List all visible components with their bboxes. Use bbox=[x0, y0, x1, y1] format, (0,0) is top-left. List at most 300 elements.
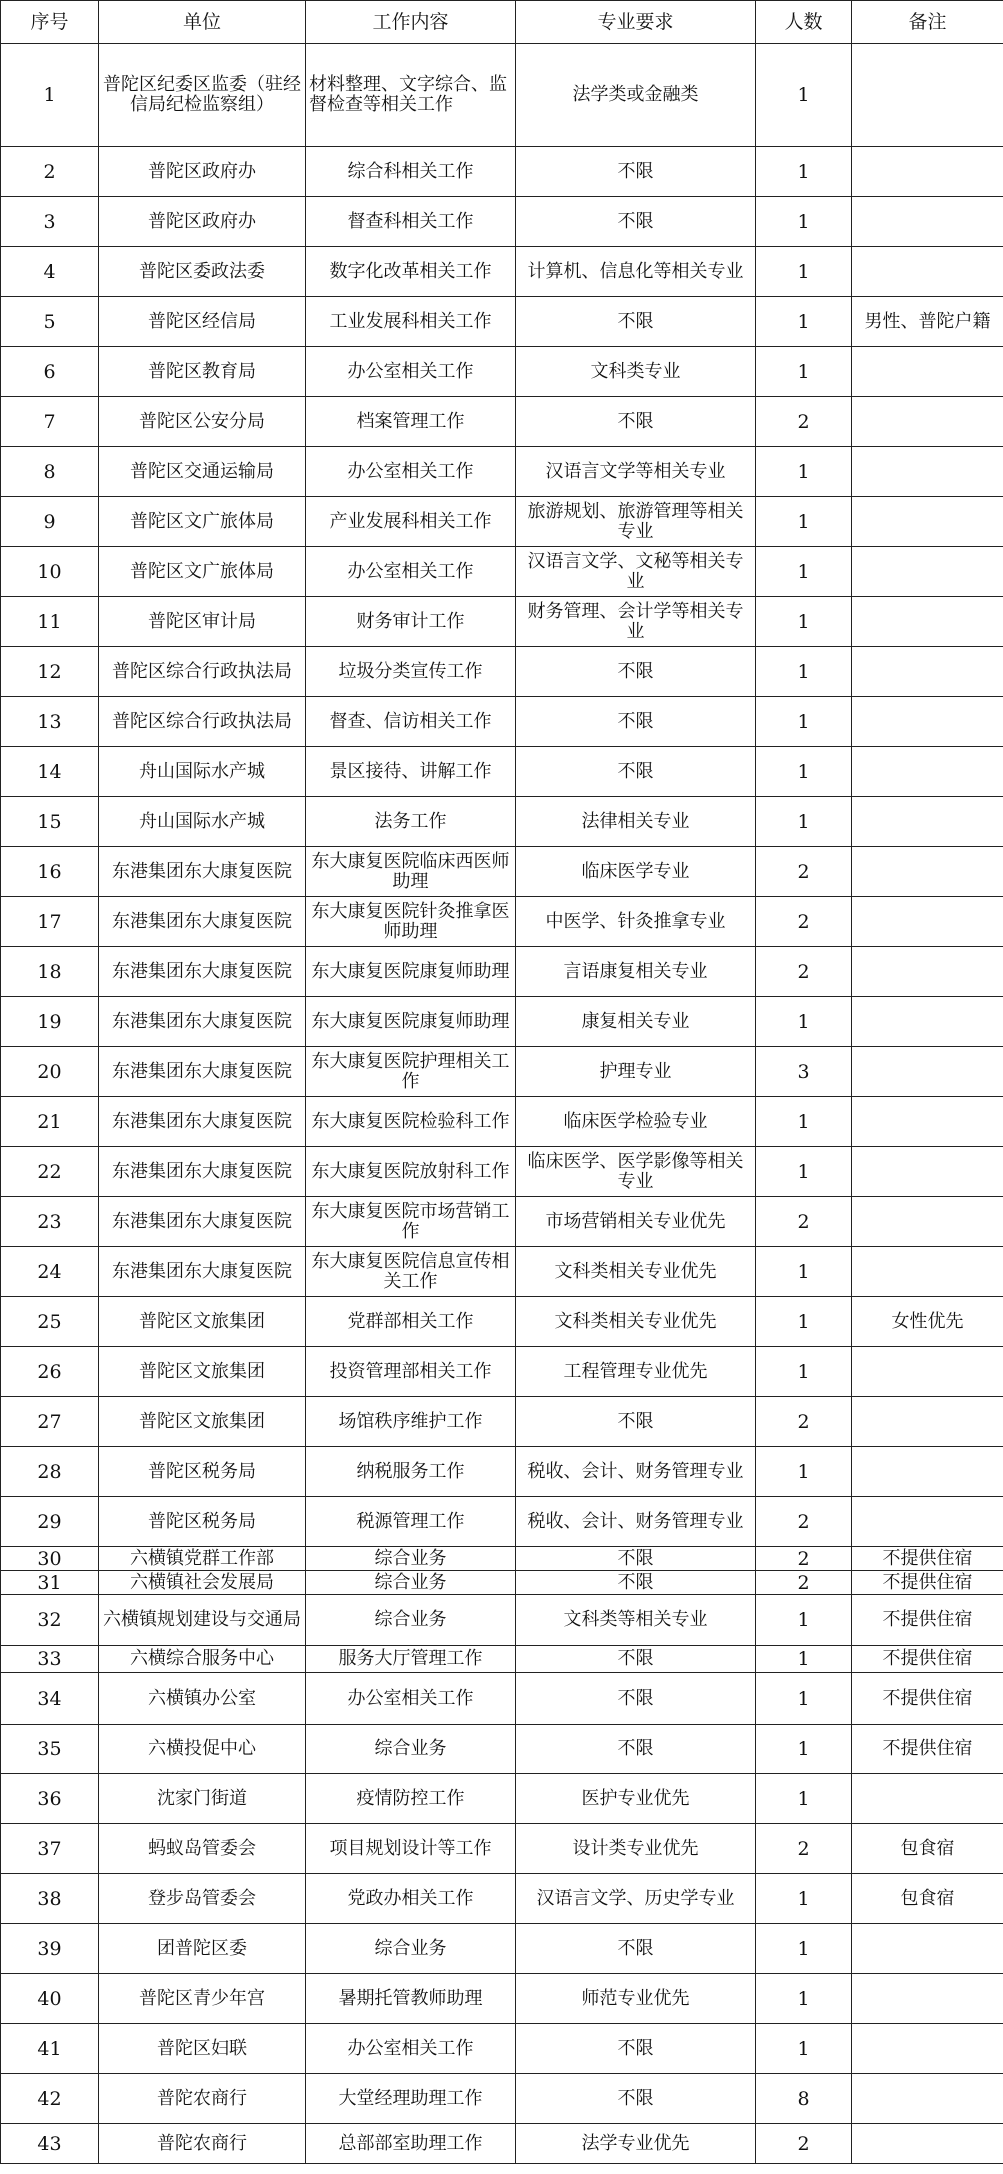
cell-unit: 普陀区经信局 bbox=[99, 297, 306, 347]
cell-no: 22 bbox=[1, 1147, 99, 1197]
cell-work: 办公室相关工作 bbox=[306, 547, 516, 597]
table-row bbox=[1, 1774, 1003, 1824]
table-row bbox=[1, 747, 1003, 797]
table-row bbox=[1, 1297, 1003, 1347]
cell-work: 东大康复医院检验科工作 bbox=[306, 1097, 516, 1147]
cell-work: 东大康复医院护理相关工作 bbox=[306, 1047, 516, 1097]
cell-work: 综合科相关工作 bbox=[306, 147, 516, 197]
cell-count: 1 bbox=[756, 1874, 852, 1924]
cell-unit: 普陀农商行 bbox=[99, 2124, 306, 2164]
cell-note bbox=[852, 2124, 1003, 2164]
cell-no: 25 bbox=[1, 1297, 99, 1347]
table-row bbox=[1, 1874, 1003, 1924]
cell-unit: 蚂蚁岛管委会 bbox=[99, 1824, 306, 1874]
cell-unit: 登步岛管委会 bbox=[99, 1874, 306, 1924]
table-row bbox=[1, 347, 1003, 397]
cell-no: 1 bbox=[1, 44, 99, 147]
cell-note bbox=[852, 1247, 1003, 1297]
cell-work: 法务工作 bbox=[306, 797, 516, 847]
cell-count: 1 bbox=[756, 1247, 852, 1297]
cell-unit: 普陀区文广旅体局 bbox=[99, 497, 306, 547]
cell-no: 20 bbox=[1, 1047, 99, 1097]
table-row bbox=[1, 1595, 1003, 1646]
cell-requirement: 文科类等相关专业 bbox=[516, 1595, 756, 1646]
cell-unit: 普陀农商行 bbox=[99, 2074, 306, 2124]
cell-work: 垃圾分类宣传工作 bbox=[306, 647, 516, 697]
cell-work: 办公室相关工作 bbox=[306, 447, 516, 497]
cell-note bbox=[852, 1447, 1003, 1497]
cell-note bbox=[852, 997, 1003, 1047]
cell-requirement: 不限 bbox=[516, 147, 756, 197]
cell-requirement: 文科类相关专业优先 bbox=[516, 1247, 756, 1297]
cell-note bbox=[852, 1097, 1003, 1147]
cell-count: 1 bbox=[756, 1447, 852, 1497]
cell-note bbox=[852, 1197, 1003, 1247]
cell-work: 数字化改革相关工作 bbox=[306, 247, 516, 297]
cell-no: 19 bbox=[1, 997, 99, 1047]
cell-unit: 六横镇办公室 bbox=[99, 1673, 306, 1725]
cell-requirement: 税收、会计、财务管理专业 bbox=[516, 1497, 756, 1547]
cell-unit: 普陀区教育局 bbox=[99, 347, 306, 397]
cell-count: 1 bbox=[756, 1974, 852, 2024]
cell-count: 2 bbox=[756, 2124, 852, 2164]
cell-unit: 东港集团东大康复医院 bbox=[99, 1147, 306, 1197]
cell-note bbox=[852, 197, 1003, 247]
cell-count: 2 bbox=[756, 947, 852, 997]
cell-work: 场馆秩序维护工作 bbox=[306, 1397, 516, 1447]
cell-work: 税源管理工作 bbox=[306, 1497, 516, 1547]
cell-unit: 沈家门街道 bbox=[99, 1774, 306, 1824]
cell-no: 11 bbox=[1, 597, 99, 647]
cell-count: 2 bbox=[756, 1547, 852, 1571]
cell-unit: 东港集团东大康复医院 bbox=[99, 897, 306, 947]
header-count: 人数 bbox=[756, 1, 852, 44]
table-row bbox=[1, 697, 1003, 747]
cell-unit: 普陀区文广旅体局 bbox=[99, 547, 306, 597]
cell-requirement: 汉语言文学、历史学专业 bbox=[516, 1874, 756, 1924]
cell-unit: 东港集团东大康复医院 bbox=[99, 1097, 306, 1147]
table-row bbox=[1, 1347, 1003, 1397]
cell-work: 大堂经理助理工作 bbox=[306, 2074, 516, 2124]
cell-requirement: 不限 bbox=[516, 1673, 756, 1725]
table-row bbox=[1, 1447, 1003, 1497]
cell-unit: 东港集团东大康复医院 bbox=[99, 1197, 306, 1247]
cell-unit: 普陀区税务局 bbox=[99, 1447, 306, 1497]
table-row bbox=[1, 247, 1003, 297]
cell-count: 1 bbox=[756, 547, 852, 597]
table-row bbox=[1, 1547, 1003, 1571]
cell-work: 纳税服务工作 bbox=[306, 1447, 516, 1497]
table-row bbox=[1, 1646, 1003, 1673]
cell-count: 1 bbox=[756, 2024, 852, 2074]
cell-no: 36 bbox=[1, 1774, 99, 1824]
cell-unit: 六横综合服务中心 bbox=[99, 1646, 306, 1673]
cell-count: 1 bbox=[756, 447, 852, 497]
cell-requirement: 汉语言文学等相关专业 bbox=[516, 447, 756, 497]
cell-requirement: 临床医学、医学影像等相关专业 bbox=[516, 1147, 756, 1197]
cell-requirement: 不限 bbox=[516, 1397, 756, 1447]
cell-requirement: 不限 bbox=[516, 697, 756, 747]
cell-no: 27 bbox=[1, 1397, 99, 1447]
cell-unit: 普陀区文旅集团 bbox=[99, 1297, 306, 1347]
table-row bbox=[1, 597, 1003, 647]
cell-no: 41 bbox=[1, 2024, 99, 2074]
cell-unit: 六横镇党群工作部 bbox=[99, 1547, 306, 1571]
cell-work: 东大康复医院市场营销工作 bbox=[306, 1197, 516, 1247]
cell-count: 1 bbox=[756, 1097, 852, 1147]
cell-no: 15 bbox=[1, 797, 99, 847]
cell-count: 1 bbox=[756, 297, 852, 347]
cell-no: 7 bbox=[1, 397, 99, 447]
cell-no: 9 bbox=[1, 497, 99, 547]
cell-note: 女性优先 bbox=[852, 1297, 1003, 1347]
table-row bbox=[1, 397, 1003, 447]
cell-count: 2 bbox=[756, 1824, 852, 1874]
cell-work: 综合业务 bbox=[306, 1725, 516, 1774]
table-row bbox=[1, 297, 1003, 347]
cell-no: 26 bbox=[1, 1347, 99, 1397]
cell-count: 1 bbox=[756, 1774, 852, 1824]
cell-requirement: 文科类专业 bbox=[516, 347, 756, 397]
cell-requirement: 文科类相关专业优先 bbox=[516, 1297, 756, 1347]
cell-work: 东大康复医院放射科工作 bbox=[306, 1147, 516, 1197]
cell-work: 办公室相关工作 bbox=[306, 347, 516, 397]
cell-count: 3 bbox=[756, 1047, 852, 1097]
cell-note: 不提供住宿 bbox=[852, 1673, 1003, 1725]
cell-work: 项目规划设计等工作 bbox=[306, 1824, 516, 1874]
cell-requirement: 工程管理专业优先 bbox=[516, 1347, 756, 1397]
cell-count: 1 bbox=[756, 597, 852, 647]
cell-work: 督查、信访相关工作 bbox=[306, 697, 516, 747]
cell-no: 30 bbox=[1, 1547, 99, 1571]
cell-no: 29 bbox=[1, 1497, 99, 1547]
cell-requirement: 不限 bbox=[516, 197, 756, 247]
cell-no: 23 bbox=[1, 1197, 99, 1247]
cell-note bbox=[852, 2074, 1003, 2124]
cell-note bbox=[852, 1147, 1003, 1197]
cell-note bbox=[852, 44, 1003, 147]
cell-no: 21 bbox=[1, 1097, 99, 1147]
cell-unit: 普陀区政府办 bbox=[99, 147, 306, 197]
cell-note: 不提供住宿 bbox=[852, 1646, 1003, 1673]
cell-note bbox=[852, 697, 1003, 747]
cell-note bbox=[852, 247, 1003, 297]
cell-count: 1 bbox=[756, 1595, 852, 1646]
cell-count: 1 bbox=[756, 1147, 852, 1197]
cell-note bbox=[852, 547, 1003, 597]
cell-count: 1 bbox=[756, 247, 852, 297]
table-row bbox=[1, 2124, 1003, 2164]
cell-unit: 普陀区税务局 bbox=[99, 1497, 306, 1547]
cell-work: 档案管理工作 bbox=[306, 397, 516, 447]
cell-unit: 东港集团东大康复医院 bbox=[99, 947, 306, 997]
table-row bbox=[1, 1147, 1003, 1197]
cell-work: 东大康复医院信息宣传相关工作 bbox=[306, 1247, 516, 1297]
cell-count: 1 bbox=[756, 1725, 852, 1774]
cell-work: 材料整理、文字综合、监督检查等相关工作 bbox=[306, 44, 516, 147]
cell-work: 办公室相关工作 bbox=[306, 1673, 516, 1725]
cell-count: 1 bbox=[756, 1924, 852, 1974]
cell-work: 景区接待、讲解工作 bbox=[306, 747, 516, 797]
cell-requirement: 不限 bbox=[516, 1571, 756, 1595]
cell-work: 东大康复医院康复师助理 bbox=[306, 947, 516, 997]
cell-requirement: 设计类专业优先 bbox=[516, 1824, 756, 1874]
header-work: 工作内容 bbox=[306, 1, 516, 44]
cell-note bbox=[852, 1774, 1003, 1824]
cell-no: 6 bbox=[1, 347, 99, 397]
table-row bbox=[1, 1673, 1003, 1725]
cell-note bbox=[852, 347, 1003, 397]
cell-no: 28 bbox=[1, 1447, 99, 1497]
cell-requirement: 护理专业 bbox=[516, 1047, 756, 1097]
cell-no: 13 bbox=[1, 697, 99, 747]
cell-unit: 东港集团东大康复医院 bbox=[99, 847, 306, 897]
cell-requirement: 临床医学专业 bbox=[516, 847, 756, 897]
cell-work: 工业发展科相关工作 bbox=[306, 297, 516, 347]
cell-note bbox=[852, 147, 1003, 197]
cell-note bbox=[852, 747, 1003, 797]
cell-no: 14 bbox=[1, 747, 99, 797]
cell-note: 不提供住宿 bbox=[852, 1547, 1003, 1571]
header-row bbox=[1, 1, 1003, 44]
cell-no: 42 bbox=[1, 2074, 99, 2124]
cell-note: 包食宿 bbox=[852, 1874, 1003, 1924]
cell-note: 不提供住宿 bbox=[852, 1725, 1003, 1774]
table-row bbox=[1, 1197, 1003, 1247]
table-row bbox=[1, 547, 1003, 597]
cell-no: 34 bbox=[1, 1673, 99, 1725]
cell-work: 东大康复医院针灸推拿医师助理 bbox=[306, 897, 516, 947]
cell-note bbox=[852, 497, 1003, 547]
cell-no: 16 bbox=[1, 847, 99, 897]
table-row bbox=[1, 1571, 1003, 1595]
cell-no: 8 bbox=[1, 447, 99, 497]
cell-requirement: 法学类或金融类 bbox=[516, 44, 756, 147]
cell-count: 1 bbox=[756, 1347, 852, 1397]
cell-note bbox=[852, 2024, 1003, 2074]
table-row bbox=[1, 197, 1003, 247]
cell-unit: 东港集团东大康复医院 bbox=[99, 997, 306, 1047]
cell-no: 32 bbox=[1, 1595, 99, 1646]
cell-note: 男性、普陀户籍 bbox=[852, 297, 1003, 347]
table-row bbox=[1, 847, 1003, 897]
table-row bbox=[1, 897, 1003, 947]
table-row bbox=[1, 1824, 1003, 1874]
cell-unit: 团普陀区委 bbox=[99, 1924, 306, 1974]
cell-note bbox=[852, 397, 1003, 447]
cell-no: 12 bbox=[1, 647, 99, 697]
cell-note bbox=[852, 647, 1003, 697]
cell-requirement: 临床医学检验专业 bbox=[516, 1097, 756, 1147]
cell-requirement: 医护专业优先 bbox=[516, 1774, 756, 1824]
cell-unit: 普陀区公安分局 bbox=[99, 397, 306, 447]
cell-work: 产业发展科相关工作 bbox=[306, 497, 516, 547]
cell-no: 39 bbox=[1, 1924, 99, 1974]
cell-unit: 六横镇社会发展局 bbox=[99, 1571, 306, 1595]
cell-note bbox=[852, 1924, 1003, 1974]
cell-count: 2 bbox=[756, 897, 852, 947]
cell-count: 1 bbox=[756, 1673, 852, 1725]
cell-requirement: 汉语言文学、文秘等相关专业 bbox=[516, 547, 756, 597]
header-requirement: 专业要求 bbox=[516, 1, 756, 44]
cell-requirement: 法学专业优先 bbox=[516, 2124, 756, 2164]
table-row bbox=[1, 1247, 1003, 1297]
cell-no: 17 bbox=[1, 897, 99, 947]
cell-requirement: 财务管理、会计学等相关专业 bbox=[516, 597, 756, 647]
cell-work: 办公室相关工作 bbox=[306, 2024, 516, 2074]
cell-note bbox=[852, 1497, 1003, 1547]
cell-requirement: 法律相关专业 bbox=[516, 797, 756, 847]
cell-no: 43 bbox=[1, 2124, 99, 2164]
header-note: 备注 bbox=[852, 1, 1003, 44]
cell-unit: 普陀区妇联 bbox=[99, 2024, 306, 2074]
cell-no: 40 bbox=[1, 1974, 99, 2024]
table-row bbox=[1, 44, 1003, 147]
cell-unit: 普陀区政府办 bbox=[99, 197, 306, 247]
cell-no: 31 bbox=[1, 1571, 99, 1595]
cell-count: 2 bbox=[756, 1397, 852, 1447]
table-row bbox=[1, 497, 1003, 547]
cell-requirement: 不限 bbox=[516, 1725, 756, 1774]
table-row bbox=[1, 1397, 1003, 1447]
cell-no: 2 bbox=[1, 147, 99, 197]
table-row bbox=[1, 997, 1003, 1047]
cell-unit: 普陀区综合行政执法局 bbox=[99, 697, 306, 747]
cell-requirement: 税收、会计、财务管理专业 bbox=[516, 1447, 756, 1497]
cell-work: 综合业务 bbox=[306, 1924, 516, 1974]
cell-work: 综合业务 bbox=[306, 1547, 516, 1571]
cell-count: 1 bbox=[756, 197, 852, 247]
cell-count: 1 bbox=[756, 1646, 852, 1673]
cell-note bbox=[852, 1974, 1003, 2024]
cell-work: 服务大厅管理工作 bbox=[306, 1646, 516, 1673]
cell-no: 37 bbox=[1, 1824, 99, 1874]
cell-unit: 普陀区交通运输局 bbox=[99, 447, 306, 497]
cell-requirement: 不限 bbox=[516, 397, 756, 447]
header-no: 序号 bbox=[1, 1, 99, 44]
cell-requirement: 不限 bbox=[516, 1547, 756, 1571]
cell-no: 3 bbox=[1, 197, 99, 247]
cell-work: 东大康复医院临床西医师助理 bbox=[306, 847, 516, 897]
cell-work: 党政办相关工作 bbox=[306, 1874, 516, 1924]
cell-work: 综合业务 bbox=[306, 1595, 516, 1646]
table-row bbox=[1, 947, 1003, 997]
table-row bbox=[1, 1725, 1003, 1774]
cell-work: 财务审计工作 bbox=[306, 597, 516, 647]
cell-requirement: 不限 bbox=[516, 747, 756, 797]
cell-note: 不提供住宿 bbox=[852, 1595, 1003, 1646]
cell-count: 1 bbox=[756, 797, 852, 847]
cell-unit: 普陀区纪委区监委（驻经信局纪检监察组） bbox=[99, 44, 306, 147]
cell-requirement: 不限 bbox=[516, 2074, 756, 2124]
cell-requirement: 计算机、信息化等相关专业 bbox=[516, 247, 756, 297]
cell-no: 5 bbox=[1, 297, 99, 347]
cell-no: 18 bbox=[1, 947, 99, 997]
table-row bbox=[1, 1974, 1003, 2024]
cell-count: 1 bbox=[756, 44, 852, 147]
cell-note: 包食宿 bbox=[852, 1824, 1003, 1874]
cell-unit: 舟山国际水产城 bbox=[99, 747, 306, 797]
cell-work: 投资管理部相关工作 bbox=[306, 1347, 516, 1397]
cell-count: 1 bbox=[756, 347, 852, 397]
cell-unit: 普陀区文旅集团 bbox=[99, 1397, 306, 1447]
table-row bbox=[1, 1924, 1003, 1974]
cell-work: 总部部室助理工作 bbox=[306, 2124, 516, 2164]
cell-count: 1 bbox=[756, 747, 852, 797]
table-row bbox=[1, 1047, 1003, 1097]
table-row bbox=[1, 2074, 1003, 2124]
cell-unit: 东港集团东大康复医院 bbox=[99, 1247, 306, 1297]
cell-count: 2 bbox=[756, 1571, 852, 1595]
cell-unit: 六横镇规划建设与交通局 bbox=[99, 1595, 306, 1646]
cell-unit: 普陀区审计局 bbox=[99, 597, 306, 647]
cell-count: 1 bbox=[756, 647, 852, 697]
cell-count: 8 bbox=[756, 2074, 852, 2124]
cell-no: 38 bbox=[1, 1874, 99, 1924]
cell-count: 2 bbox=[756, 1197, 852, 1247]
cell-note bbox=[852, 947, 1003, 997]
cell-unit: 普陀区综合行政执法局 bbox=[99, 647, 306, 697]
cell-requirement: 康复相关专业 bbox=[516, 997, 756, 1047]
cell-count: 1 bbox=[756, 147, 852, 197]
cell-no: 4 bbox=[1, 247, 99, 297]
cell-requirement: 师范专业优先 bbox=[516, 1974, 756, 2024]
cell-requirement: 不限 bbox=[516, 2024, 756, 2074]
table-row bbox=[1, 2024, 1003, 2074]
cell-unit: 六横投促中心 bbox=[99, 1725, 306, 1774]
cell-note bbox=[852, 847, 1003, 897]
cell-no: 10 bbox=[1, 547, 99, 597]
cell-requirement: 中医学、针灸推拿专业 bbox=[516, 897, 756, 947]
cell-requirement: 不限 bbox=[516, 1924, 756, 1974]
cell-work: 暑期托管教师助理 bbox=[306, 1974, 516, 2024]
cell-count: 2 bbox=[756, 397, 852, 447]
cell-work: 党群部相关工作 bbox=[306, 1297, 516, 1347]
cell-note bbox=[852, 1397, 1003, 1447]
cell-no: 33 bbox=[1, 1646, 99, 1673]
cell-count: 2 bbox=[756, 847, 852, 897]
table-row bbox=[1, 1497, 1003, 1547]
cell-requirement: 市场营销相关专业优先 bbox=[516, 1197, 756, 1247]
cell-note bbox=[852, 447, 1003, 497]
cell-work: 督查科相关工作 bbox=[306, 197, 516, 247]
cell-no: 24 bbox=[1, 1247, 99, 1297]
cell-note bbox=[852, 897, 1003, 947]
cell-count: 1 bbox=[756, 997, 852, 1047]
cell-count: 1 bbox=[756, 697, 852, 747]
cell-requirement: 言语康复相关专业 bbox=[516, 947, 756, 997]
cell-note bbox=[852, 1047, 1003, 1097]
cell-requirement: 旅游规划、旅游管理等相关专业 bbox=[516, 497, 756, 547]
cell-unit: 东港集团东大康复医院 bbox=[99, 1047, 306, 1097]
cell-requirement: 不限 bbox=[516, 647, 756, 697]
cell-unit: 普陀区文旅集团 bbox=[99, 1347, 306, 1397]
cell-unit: 普陀区委政法委 bbox=[99, 247, 306, 297]
cell-count: 1 bbox=[756, 1297, 852, 1347]
table-row bbox=[1, 147, 1003, 197]
header-unit: 单位 bbox=[99, 1, 306, 44]
cell-requirement: 不限 bbox=[516, 297, 756, 347]
cell-requirement: 不限 bbox=[516, 1646, 756, 1673]
cell-note bbox=[852, 797, 1003, 847]
cell-note: 不提供住宿 bbox=[852, 1571, 1003, 1595]
cell-work: 东大康复医院康复师助理 bbox=[306, 997, 516, 1047]
cell-count: 1 bbox=[756, 497, 852, 547]
cell-work: 疫情防控工作 bbox=[306, 1774, 516, 1824]
cell-unit: 普陀区青少年宫 bbox=[99, 1974, 306, 2024]
cell-work: 综合业务 bbox=[306, 1571, 516, 1595]
cell-no: 35 bbox=[1, 1725, 99, 1774]
